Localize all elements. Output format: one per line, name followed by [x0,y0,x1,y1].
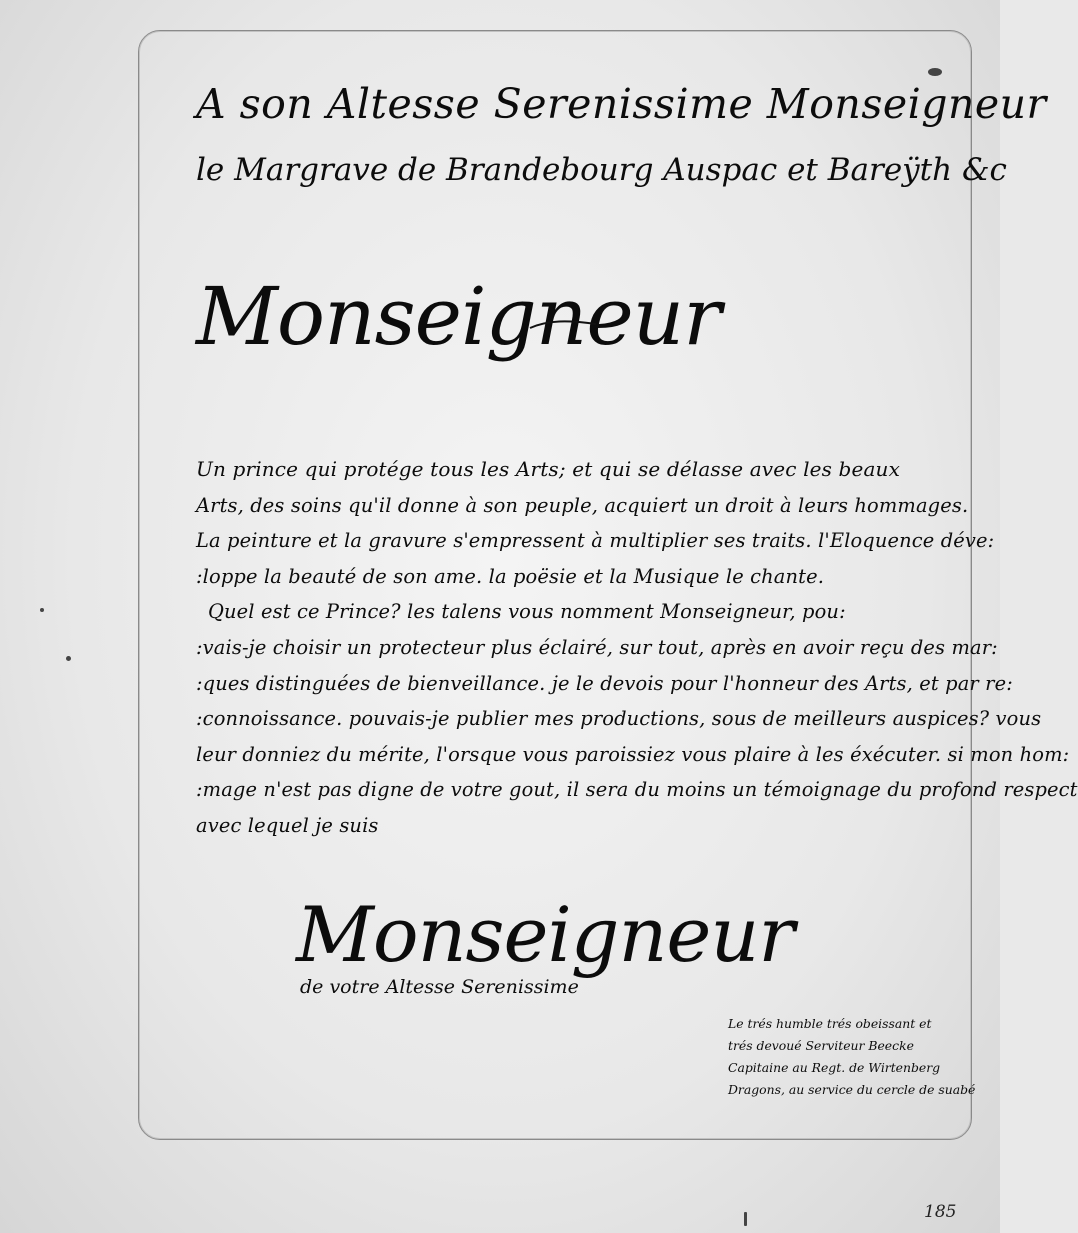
ink-speck [744,1212,747,1226]
signature-line: Le trés humble trés obeissant et [728,1016,932,1031]
letter-body [196,452,1078,844]
ink-blot [928,68,942,76]
salutation-flourish [528,316,598,336]
body-line: Quel est ce Prince? les talens vous nomment Monseigneur, pou: [208,600,846,624]
body-line: :connoissance. pouvais-je publier mes productions, sous de meilleurs auspices? vous [196,707,1042,731]
body-line: leur donniez du mérite, l'orsque vous paroissiez vous plaire à les éxécuter. si mon hom: [196,742,1070,766]
address-line-2: le Margrave de Brandebourg Auspac et Bareÿth &c [196,152,1007,188]
signature-line: trés devoué Serviteur Beecke [728,1038,914,1053]
body-line: Arts, des soins qu'il donne à son peuple, acquiert un droit à leurs hommages. [196,493,969,517]
folio-number: 185 [924,1202,957,1222]
body-line: :mage n'est pas digne de votre gout, il sera du moins un témoignage du profond respect [196,778,1078,802]
signature-line: Capitaine au Regt. de Wirtenberg [728,1060,941,1075]
closing-subtitle: de votre Altesse Serenissime [300,976,579,998]
ink-speck [40,608,44,612]
body-line: Un prince qui protége tous les Arts; et qui se délasse avec les beaux [196,457,901,481]
body-line: :ques distinguées de bienveillance. je le devois pour l'honneur des Arts, et par re: [196,671,1013,695]
body-line: :vais-je choisir un protecteur plus éclairé, sur tout, après en avoir reçu des mar: [196,635,998,659]
body-line: La peinture et la gravure s'empressent à multiplier ses traits. l'Eloquence déve: [196,529,995,553]
body-line: :loppe la beauté de son ame. la poësie et la Musique le chante. [196,564,825,588]
ink-speck [66,656,71,661]
signature-line: Dragons, au service du cercle de suabé [728,1082,976,1097]
closing-title: Monseigneur [296,890,794,979]
salutation: Monseigneur [196,270,721,363]
signature-block [728,1013,978,1101]
address-line-1: A son Altesse Serenissime Monseigneur [196,80,1047,128]
body-line: avec lequel je suis [196,813,379,837]
